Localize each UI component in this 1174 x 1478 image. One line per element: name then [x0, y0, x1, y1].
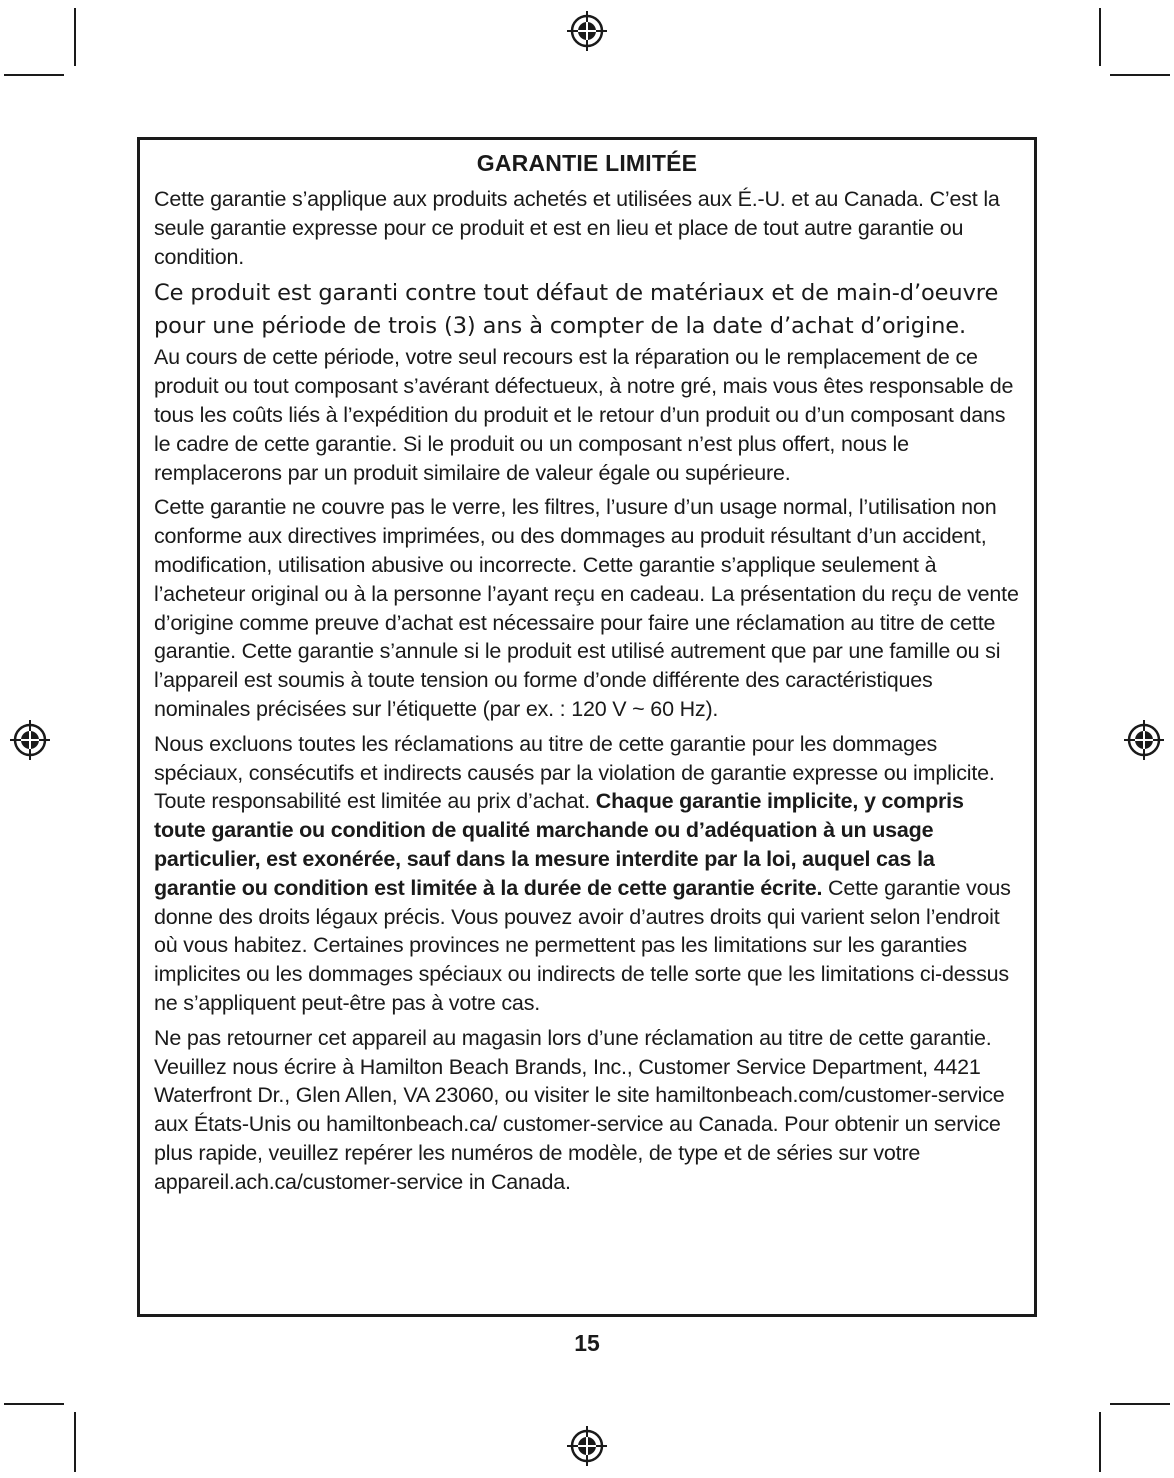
registration-mark-left-icon [8, 718, 52, 762]
crop-mark-top-left-vertical [74, 8, 76, 66]
crop-mark-top-left-horizontal [4, 74, 64, 76]
crop-mark-bottom-left-vertical [74, 1412, 76, 1472]
warranty-liability-start: Nous excluons toutes les réclamations au titre de cette garantie pour les dommages spéciaux, consécutifs et indirects causés par la violation de garantie expresse ou implicite. Toute responsabilité est limitée au prix d’achat. [154, 731, 995, 814]
crop-mark-bottom-right-vertical [1099, 1412, 1101, 1472]
warranty-liability-bold: Chaque garantie implicite, y compris toute garantie ou condition de qualité marchande ou d’adéquation à un usage particulier, est exonérée, sauf dans la mesure interdite par la loi, auquel cas la garantie ou condition est limitée à la durée de cette garantie écrite. [154, 789, 964, 900]
crop-mark-bottom-left-horizontal [4, 1403, 64, 1405]
crop-mark-bottom-right-horizontal [1110, 1403, 1170, 1405]
crop-mark-top-right-horizontal [1110, 74, 1170, 76]
warranty-coverage-lead: Ce produit est garanti contre tout défaut de matériaux et de main-d’oeuvre pour une période de trois (3) ans à compter de la date d’achat d’origine. [154, 280, 999, 340]
registration-mark-right-icon [1122, 718, 1166, 762]
registration-mark-top-icon [565, 9, 609, 53]
warranty-liability-end: Cette garantie vous donne des droits légaux précis. Vous pouvez avoir d’autres droits qui varient selon l’endroit où vous habitez. Certaines provinces ne permettent pas les limitations sur les garanties implicites ou les dommages spéciaux ou indirects de telle sorte que les limitations ci-dessus ne s’appliquent peut-être pas à votre cas. [154, 875, 1011, 1015]
registration-mark-bottom-icon [565, 1424, 609, 1468]
warranty-coverage-details: Au cours de cette période, votre seul recours est la réparation ou le remplacement de ce produit ou tout composant s’avérant défectueux, à notre gré, mais vous êtes responsable de tous les coûts liés à l’expédition du produit et le retour d’un produit ou d’un composant dans le cadre de cette garantie. Si le produit ou un composant n’est plus offert, nous le remplacerons par un produit similaire de valeur égale ou supérieure. [154, 345, 1014, 485]
warranty-paragraph-scope: Cette garantie s’applique aux produits achetés et utilisées aux É.-U. et au Canada. C’est la seule garantie expresse pour ce produit et est en lieu et place de tout autre garantie ou condition. [154, 187, 1000, 269]
warranty-title: GARANTIE LIMITÉE [476, 150, 698, 176]
warranty-box [137, 137, 1037, 1317]
warranty-paragraph-liability [154, 730, 1020, 1018]
warranty-paragraph-coverage [154, 277, 1020, 487]
page-number: 15 [574, 1330, 600, 1356]
warranty-paragraph-exclusions: Cette garantie ne couvre pas le verre, les filtres, l’usure d’un usage normal, l’utilisation non conforme aux directives imprimées, ou des dommages au produit résultant d’un accident, modification, utilisation abusive ou incorrecte. Cette garantie s’applique seulement à l’acheteur original ou à la personne l’ayant reçu en cadeau. La présentation du reçu de vente d’origine comme preuve d’achat est nécessaire pour faire une réclamation au titre de cette garantie. Cette garantie s’annule si le produit est utilisé autrement que par une famille ou si l’appareil est soumis à toute tension ou forme d’onde différente des caractéristiques nominales précisées sur l’étiquette (par ex. : 120 V ~ 60 Hz). [154, 495, 1019, 721]
crop-mark-top-right-vertical [1099, 8, 1101, 66]
warranty-paragraph-contact: Ne pas retourner cet appareil au magasin lors d’une réclamation au titre de cette garantie. Veuillez nous écrire à Hamilton Beach Brands, Inc., Customer Service Department, 4421 Waterfront Dr., Glen Allen, VA 23060, ou visiter le site hamiltonbeach.com/customer-service aux États-Unis ou hamiltonbeach.ca/ customer-service au Canada. Pour obtenir un service plus rapide, veuillez repérer les numéros de modèle, de type et de séries sur votre appareil.ach.ca/customer-service in Canada. [154, 1025, 1005, 1194]
